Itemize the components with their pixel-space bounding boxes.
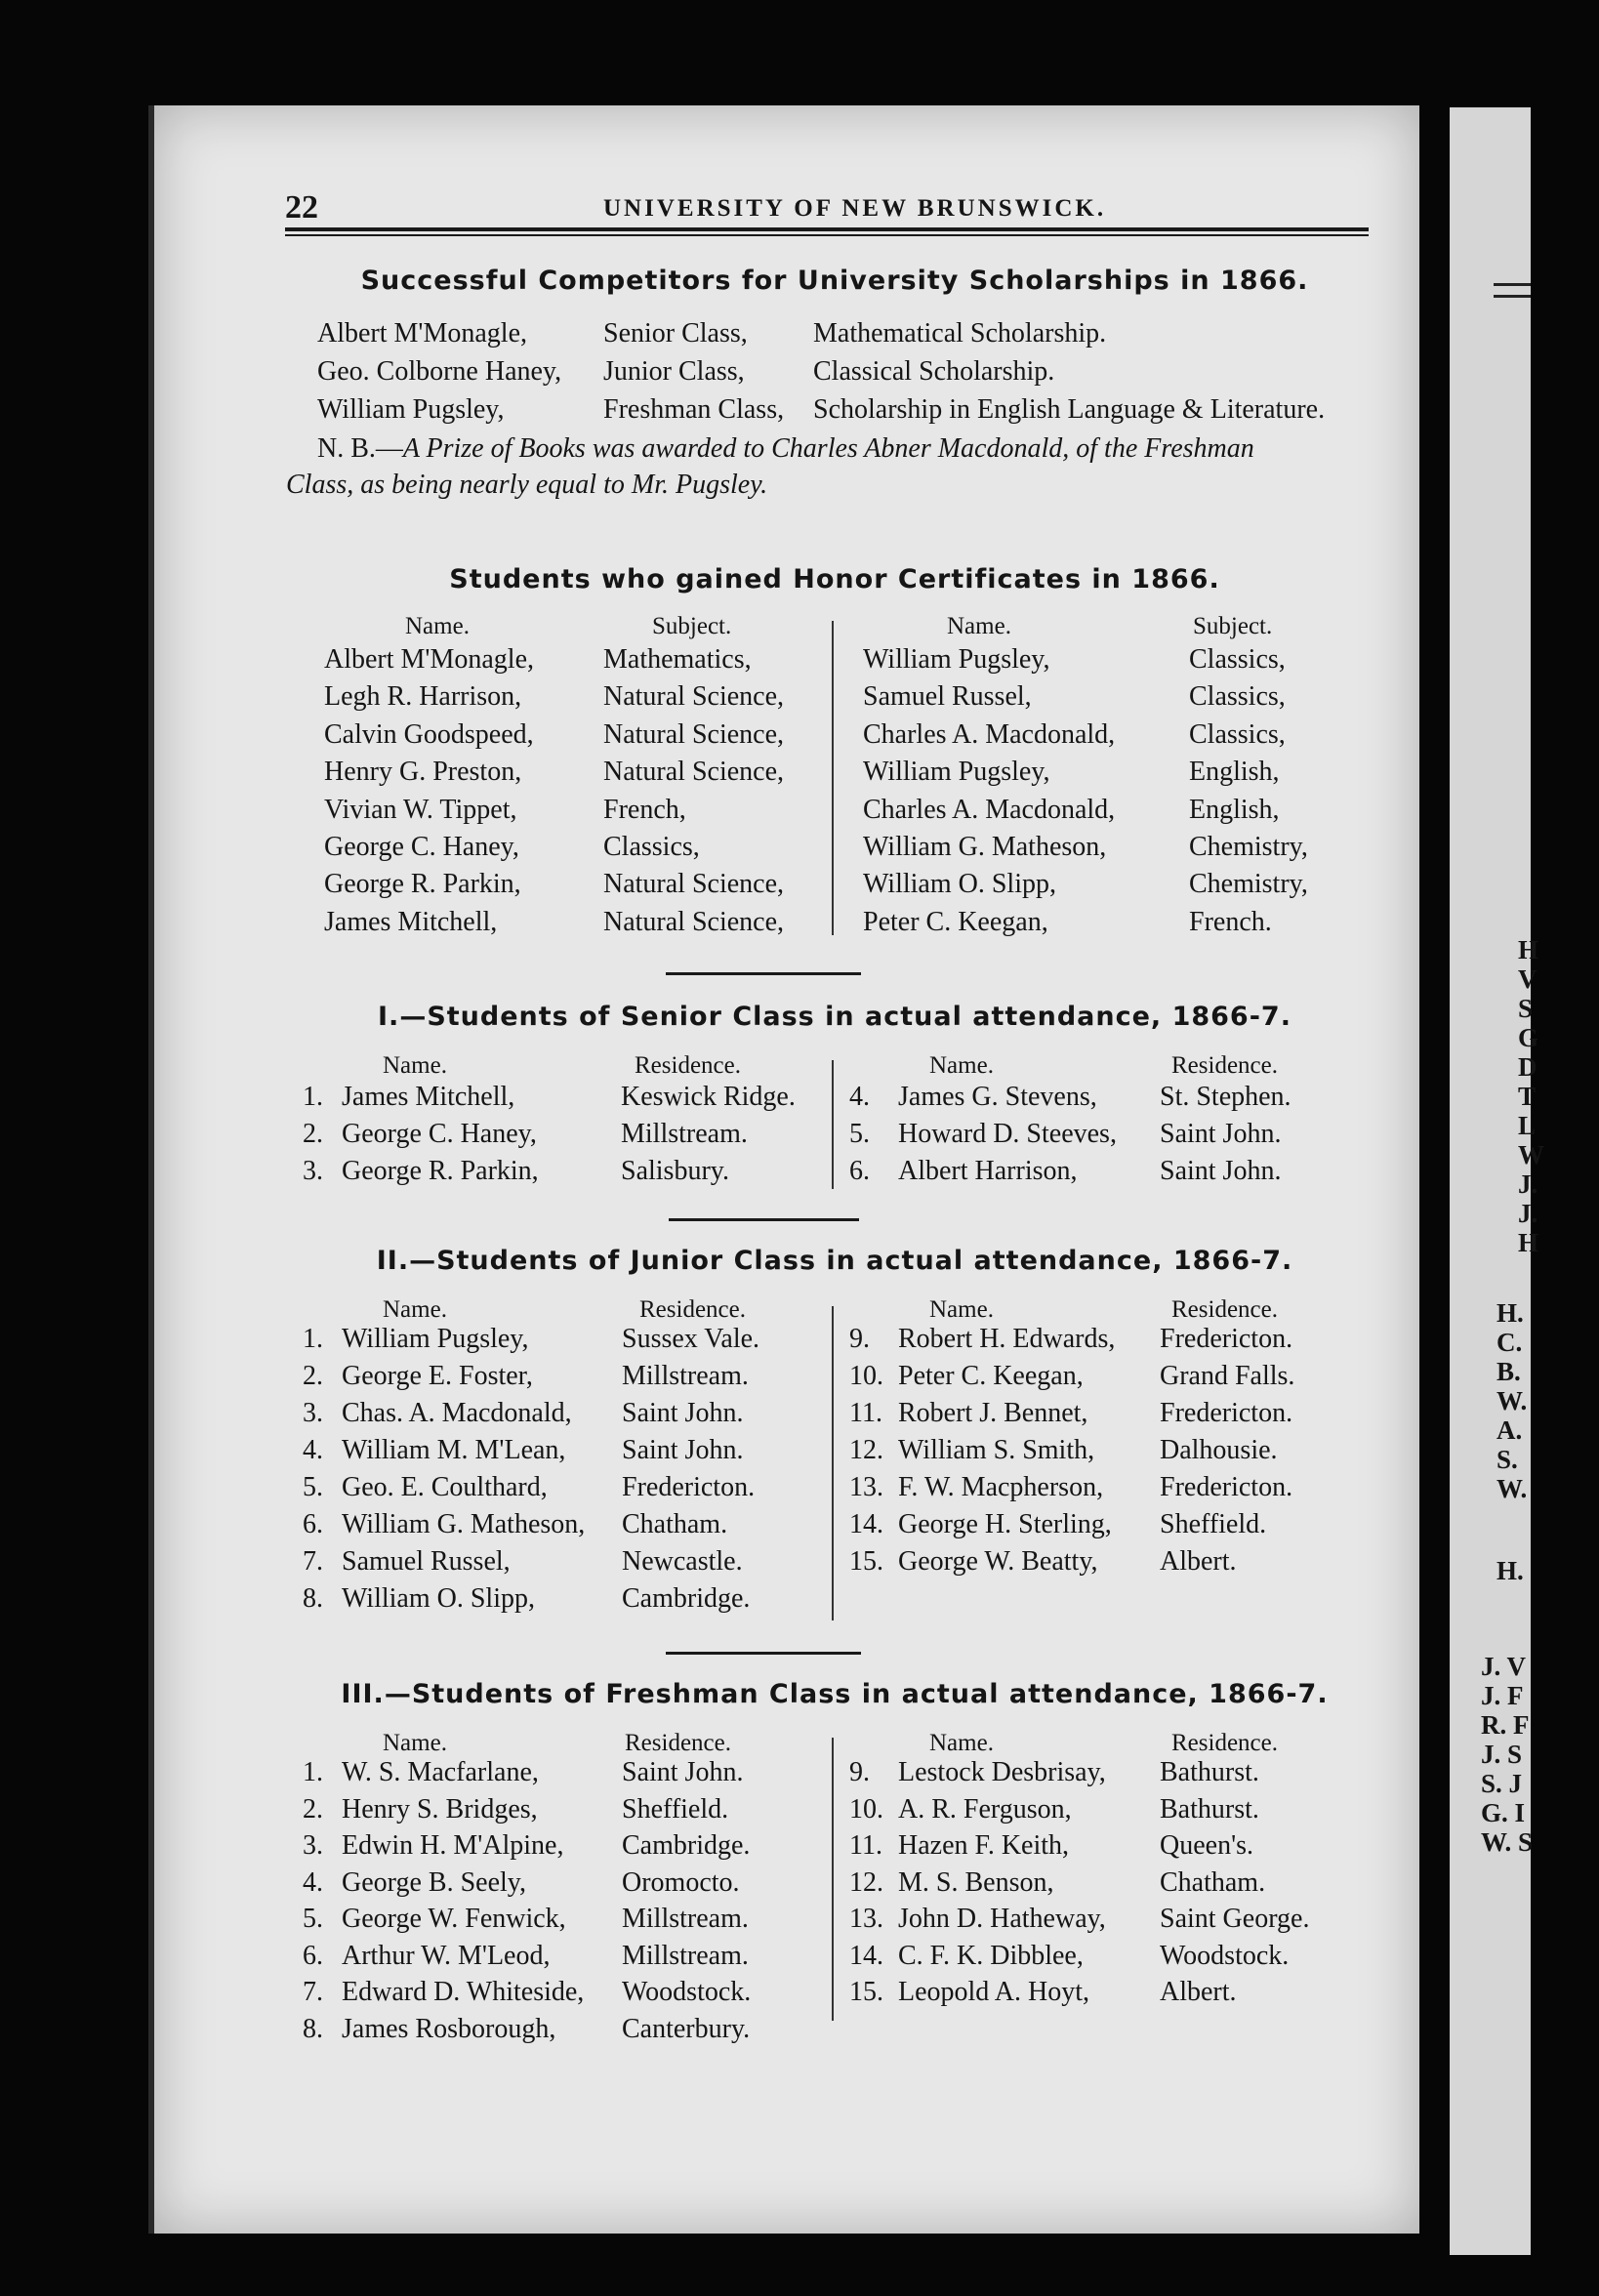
adjacent-page-text: H. [1496,1556,1524,1585]
student-name: William Pugsley, [342,1324,529,1354]
student-name: John D. Hatheway, [898,1904,1106,1934]
student-name: Robert H. Edwards, [898,1324,1116,1354]
student-name: Edward D. Whiteside, [342,1977,585,2007]
student-residence: Cambridge. [622,1830,751,1861]
student-name: James Mitchell, [342,1082,515,1112]
honor-subject: Natural Science, [603,718,785,750]
page-number: 22 [285,189,318,226]
student-residence: Queen's. [1160,1830,1254,1861]
row-number: 12. [849,1435,883,1465]
student-residence: Sheffield. [622,1793,729,1824]
student-residence: Canterbury. [622,2013,751,2044]
student-residence: Saint John. [622,1435,744,1465]
row-number: 8. [303,1583,323,1614]
student-residence: Oromocto. [622,1866,740,1898]
honor-name: George C. Haney, [324,832,519,862]
adjacent-page-text: D [1518,1052,1538,1082]
student-name: Samuel Russel, [342,1546,511,1577]
honor-subject: Mathematics, [603,644,752,675]
senior-header-residence-left: Residence. [635,1052,741,1079]
row-number: 11. [849,1830,882,1861]
row-number: 9. [849,1324,870,1354]
student-name: Albert Harrison, [898,1156,1078,1186]
student-residence: Sheffield. [1160,1509,1267,1539]
adjacent-page-text: J. [1518,1199,1538,1228]
honor-subject: French. [1189,906,1272,937]
honor-name: William Pugsley, [863,644,1050,675]
adjacent-page-text: W. S [1481,1827,1534,1857]
row-number: 12. [849,1866,883,1898]
row-number: 3. [303,1830,323,1861]
student-residence: Saint John. [1160,1119,1282,1149]
student-name: W. S. Macfarlane, [342,1757,539,1787]
honors-header-name-left: Name. [405,613,470,639]
row-number: 6. [303,1509,323,1539]
student-residence: Grand Falls. [1160,1361,1295,1391]
student-residence: Fredericton. [622,1472,756,1502]
row-number: 4. [303,1866,323,1898]
row-number: 5. [303,1472,323,1502]
honor-subject: Natural Science, [603,681,785,713]
row-number: 7. [303,1546,323,1577]
scholarship-note-line-1 [317,433,1254,465]
freshman-header-name-right: Name. [929,1730,994,1756]
adjacent-page-text: H [1518,935,1539,964]
honor-name: Legh R. Harrison, [324,681,522,713]
senior-title: I.—Students of Senior Class in actual attendance, 1866-7. [378,1002,1292,1032]
adjacent-page-text: J. S [1481,1740,1523,1769]
junior-header-residence-right: Residence. [1171,1296,1278,1323]
section-rule [666,1652,861,1655]
adjacent-page-text: H. [1496,1298,1524,1328]
row-number: 1. [303,1082,323,1112]
adjacent-page-text: A. [1496,1415,1523,1445]
running-head: UNIVERSITY OF NEW BRUNSWICK. [603,195,1107,222]
student-residence: Dalhousie. [1160,1435,1278,1465]
honor-name: William Pugsley, [863,757,1050,788]
student-name: William S. Smith, [898,1435,1095,1465]
adjacent-page-text: J. F [1481,1681,1524,1710]
honors-title: Students who gained Honor Certificates in 1866. [449,564,1220,594]
honor-name: Albert M'Monagle, [324,644,535,675]
student-name: Geo. E. Coulthard, [342,1472,548,1502]
adjacent-page-text: W. [1496,1474,1528,1503]
adjacent-page-text: C. [1496,1328,1523,1357]
junior-header-name-left: Name. [383,1296,447,1323]
note-prefix: N. B.— [317,433,403,464]
honor-subject: English, [1189,757,1280,788]
adjacent-page-text: G [1518,1023,1539,1052]
row-number: 4. [849,1082,870,1112]
student-name: M. S. Benson, [898,1866,1054,1898]
row-number: 1. [303,1757,323,1787]
adjacent-page-text: T [1518,1082,1537,1111]
scholarships-title: Successful Competitors for University Scholarships in 1866. [360,266,1309,296]
student-name: James G. Stevens, [898,1082,1097,1112]
honor-name: Charles A. Macdonald, [863,718,1116,750]
honor-subject: French, [603,794,686,825]
student-residence: Millstream. [622,1940,749,1971]
row-number: 3. [303,1156,323,1186]
student-residence: Saint George. [1160,1904,1310,1934]
adjacent-page-text: H [1518,1228,1539,1257]
row-number: 4. [303,1435,323,1465]
row-number: 9. [849,1757,870,1787]
student-name: George W. Beatty, [898,1546,1098,1577]
student-residence: Keswick Ridge. [621,1082,796,1112]
adjacent-page-text: S. J [1481,1769,1523,1798]
student-residence: Fredericton. [1160,1324,1293,1354]
adjacent-page-text: G. I [1481,1798,1526,1827]
row-number: 1. [303,1324,323,1354]
honor-name: Calvin Goodspeed, [324,718,534,750]
row-number: 2. [303,1361,323,1391]
honor-name: Peter C. Keegan, [863,906,1048,937]
student-name: F. W. Macpherson, [898,1472,1104,1502]
student-name: Robert J. Bennet, [898,1398,1088,1428]
row-number: 2. [303,1119,323,1149]
honor-name: Charles A. Macdonald, [863,794,1116,825]
freshman-header-residence-left: Residence. [625,1730,731,1756]
scholar-award: Mathematical Scholarship. [813,318,1107,348]
student-name: George E. Foster, [342,1361,533,1391]
honor-subject: English, [1189,794,1280,825]
honor-name: William O. Slipp, [863,869,1056,900]
adjacent-page-text: S. [1496,1445,1518,1474]
honor-subject: Classics, [1189,681,1286,713]
row-number: 15. [849,1977,883,2007]
scholar-name: William Pugsley, [317,394,505,425]
adjacent-page-text: S [1518,994,1534,1023]
row-number: 13. [849,1904,883,1934]
student-name: Peter C. Keegan, [898,1361,1084,1391]
honor-name: Vivian W. Tippet, [324,794,517,825]
scholar-award: Scholarship in English Language & Literature. [813,394,1326,425]
note-text-1: A Prize of Books was awarded to Charles Abner Macdonald, of the Freshman [402,433,1254,464]
honor-subject: Natural Science, [603,869,785,900]
row-number: 6. [849,1156,870,1186]
row-number: 14. [849,1509,883,1539]
student-name: William G. Matheson, [342,1509,586,1539]
freshman-column-divider [832,1738,834,2021]
row-number: 11. [849,1398,882,1428]
senior-header-name-right: Name. [929,1052,994,1079]
junior-header-name-right: Name. [929,1296,994,1323]
senior-column-divider [832,1060,834,1189]
student-residence: Cambridge. [622,1583,751,1614]
junior-column-divider [832,1306,834,1620]
row-number: 14. [849,1940,883,1971]
head-rule [285,227,1369,231]
honor-subject: Classics, [1189,718,1286,750]
adjacent-rule [1494,283,1531,286]
adjacent-page-text: V [1518,964,1538,994]
student-residence: Bathurst. [1160,1757,1259,1787]
row-number: 6. [303,1940,323,1971]
student-name: C. F. K. Dibblee, [898,1940,1084,1971]
junior-title: II.—Students of Junior Class in actual attendance, 1866-7. [376,1246,1293,1276]
student-residence: Fredericton. [1160,1398,1293,1428]
row-number: 8. [303,2013,323,2044]
student-residence: St. Stephen. [1160,1082,1292,1112]
honor-name: George R. Parkin, [324,869,521,900]
student-name: George C. Haney, [342,1119,537,1149]
student-name: James Rosborough, [342,2013,556,2044]
adjacent-page-text: W [1518,1140,1544,1169]
adjacent-page-text: J. V [1481,1652,1527,1681]
row-number: 5. [849,1119,870,1149]
student-name: Henry S. Bridges, [342,1793,538,1824]
student-residence: Saint John. [1160,1156,1282,1186]
student-residence: Saint John. [622,1757,744,1787]
student-residence: Woodstock. [1160,1940,1290,1971]
student-residence: Fredericton. [1160,1472,1293,1502]
row-number: 7. [303,1977,323,2007]
student-residence: Millstream. [622,1904,749,1934]
student-name: Leopold A. Hoyt, [898,1977,1089,2007]
senior-header-name-left: Name. [383,1052,447,1079]
honors-column-divider [832,621,834,935]
student-residence: Saint John. [622,1398,744,1428]
row-number: 2. [303,1793,323,1824]
scholar-class: Freshman Class, [603,394,785,425]
scholar-name: Geo. Colborne Haney, [317,356,562,387]
scholar-class: Senior Class, [603,318,748,348]
student-name: Hazen F. Keith, [898,1830,1070,1861]
student-name: George B. Seely, [342,1866,526,1898]
honors-header-subject-left: Subject. [652,613,732,639]
student-residence: Millstream. [622,1361,749,1391]
student-name: Lestock Desbrisay, [898,1757,1106,1787]
honor-name: James Mitchell, [324,906,498,937]
student-residence: Chatham. [622,1509,728,1539]
student-residence: Newcastle. [622,1546,743,1577]
student-name: A. R. Ferguson, [898,1793,1072,1824]
section-rule [666,972,861,975]
adjacent-page-text: B. [1496,1357,1521,1386]
student-residence: Sussex Vale. [622,1324,760,1354]
student-name: Chas. A. Macdonald, [342,1398,572,1428]
freshman-title: III.—Students of Freshman Class in actual attendance, 1866-7. [341,1679,1329,1709]
honor-subject: Natural Science, [603,906,785,937]
honor-subject: Classics, [603,832,700,862]
adjacent-page-text: R. F [1481,1710,1530,1740]
junior-header-residence-left: Residence. [639,1296,746,1323]
row-number: 10. [849,1361,883,1391]
honor-subject: Natural Science, [603,757,785,788]
student-residence: Millstream. [621,1119,748,1149]
adjacent-page-text: L [1518,1111,1537,1140]
student-residence: Albert. [1160,1977,1237,2007]
student-residence: Albert. [1160,1546,1237,1577]
senior-header-residence-right: Residence. [1171,1052,1278,1079]
row-number: 3. [303,1398,323,1428]
student-name: William O. Slipp, [342,1583,535,1614]
adjacent-rule [1494,295,1531,298]
student-name: George H. Sterling, [898,1509,1112,1539]
freshman-header-residence-right: Residence. [1171,1730,1278,1756]
freshman-header-name-left: Name. [383,1730,447,1756]
honors-header-name-right: Name. [947,613,1011,639]
student-name: Edwin H. M'Alpine, [342,1830,564,1861]
scholar-name: Albert M'Monagle, [317,318,528,348]
scholar-award: Classical Scholarship. [813,356,1055,387]
section-rule [669,1218,859,1221]
row-number: 13. [849,1472,883,1502]
honor-subject: Chemistry, [1189,869,1308,900]
student-residence: Bathurst. [1160,1793,1259,1824]
row-number: 5. [303,1904,323,1934]
student-name: William M. M'Lean, [342,1435,566,1465]
adjacent-page-text: W. [1496,1386,1528,1415]
student-name: George R. Parkin, [342,1156,539,1186]
honor-subject: Classics, [1189,644,1286,675]
note-text-2: Class, as being nearly equal to Mr. Pugsley. [286,470,768,500]
student-name: George W. Fenwick, [342,1904,566,1934]
row-number: 10. [849,1793,883,1824]
honor-name: Henry G. Preston, [324,757,522,788]
student-name: Howard D. Steeves, [898,1119,1117,1149]
student-name: Arthur W. M'Leod, [342,1940,551,1971]
row-number: 15. [849,1546,883,1577]
honor-name: Samuel Russel, [863,681,1032,713]
head-rule-thin [285,234,1369,236]
adjacent-page-edge [1450,107,1544,2255]
scholar-class: Junior Class, [603,356,745,387]
student-residence: Salisbury. [621,1156,729,1186]
honor-name: William G. Matheson, [863,832,1107,862]
scholarship-note-line-2 [286,470,767,501]
honors-header-subject-right: Subject. [1193,613,1273,639]
adjacent-page-text: J. [1518,1169,1538,1199]
student-residence: Chatham. [1160,1866,1266,1898]
student-residence: Woodstock. [622,1977,752,2007]
honor-subject: Chemistry, [1189,832,1308,862]
